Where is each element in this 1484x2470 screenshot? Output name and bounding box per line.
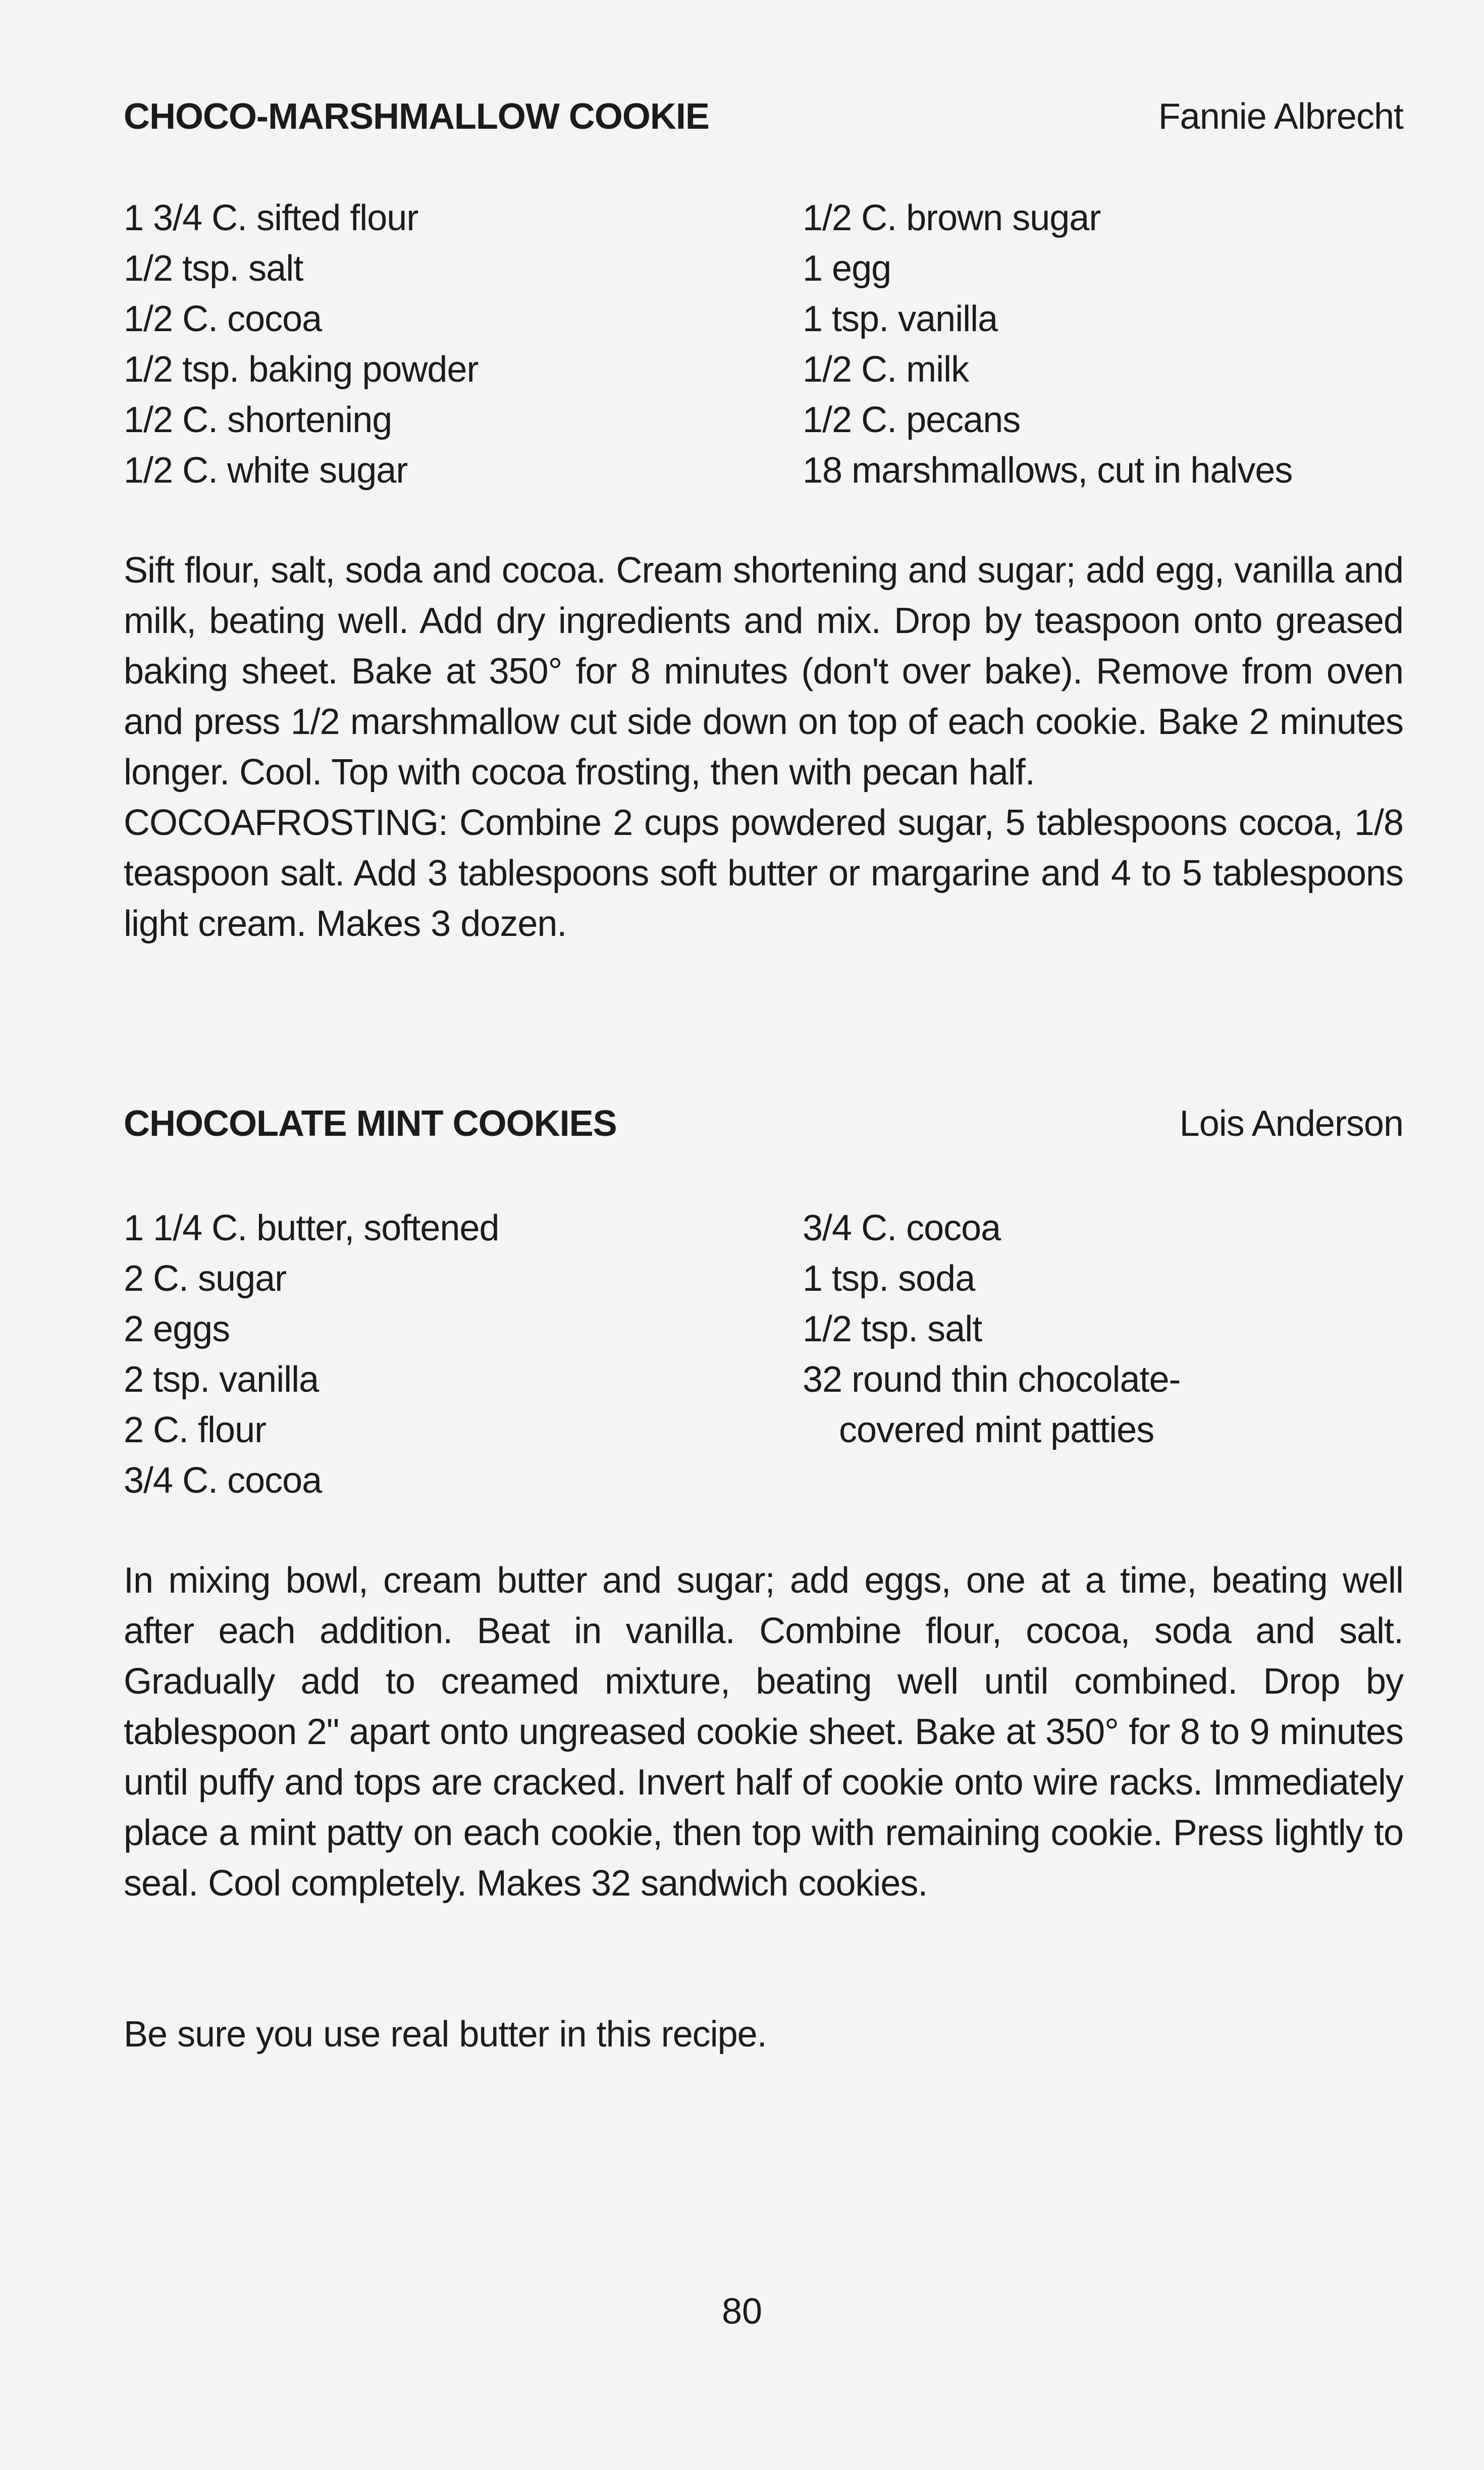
ingredient-item: 1/2 C. brown sugar	[803, 198, 1101, 238]
cookbook-page	[124, 96, 1403, 2055]
ingredient-item: 1 egg	[803, 248, 891, 289]
recipe-author: Lois Anderson	[1179, 1103, 1403, 1144]
ingredient-item: 2 eggs	[124, 1309, 230, 1349]
recipe-choco-marshmallow-cookie	[124, 96, 1403, 949]
ingredient-item: 1 tsp. vanilla	[803, 299, 998, 339]
ingredient-column-left	[124, 1203, 803, 1506]
ingredient-item: 32 round thin chocolate-	[803, 1359, 1181, 1400]
ingredient-item: 1/2 C. white sugar	[124, 450, 408, 491]
recipe-title: CHOCO-MARSHMALLOW COOKIE	[124, 96, 709, 137]
directions-paragraph: In mixing bowl, cream butter and sugar; add eggs, one at a time, beating well after each addition. Beat in vanilla. Combine flour, cocoa, soda and salt. Gradually add to creamed mixture, beating well until combined. Drop by tablespoon 2" apart onto ungreased cookie sheet. Bake at 350° for 8 to 9 minutes until puffy and tops are cracked. Invert half of cookie onto wire racks. Immediately place a mint patty on each cookie, then top with remaining cookie. Press lightly to seal. Cool completely. Makes 32 sandwich cookies.	[124, 1560, 1403, 1904]
page-number: 80	[721, 2291, 763, 2332]
ingredient-item: 1 3/4 C. sifted flour	[124, 198, 418, 238]
directions-paragraph: Sift flour, salt, soda and cocoa. Cream shortening and sugar; add egg, vanilla and milk, beating well. Add dry ingredients and mix. Drop by teaspoon onto greased baking sheet. Bake at 350° for 8 minutes (don't over bake). Remove from oven and press 1/2 marshmallow cut side down on top of each cookie. Bake 2 minutes longer. Cool. Top with cocoa frosting, then with pecan half.	[124, 550, 1403, 793]
ingredient-item: 2 C. sugar	[124, 1258, 287, 1299]
ingredient-item: covered mint patties	[839, 1410, 1154, 1450]
recipe-header	[124, 1103, 1403, 1148]
ingredient-item: 1/2 tsp. salt	[124, 248, 303, 289]
ingredient-item: 3/4 C. cocoa	[124, 1460, 322, 1501]
ingredient-list	[124, 193, 1403, 496]
ingredient-item: 1/2 C. pecans	[803, 400, 1021, 440]
ingredient-item: 1 tsp. soda	[803, 1258, 975, 1299]
ingredient-item: 1/2 C. shortening	[124, 400, 392, 440]
recipe-chocolate-mint-cookies	[124, 1103, 1403, 1909]
recipe-directions	[124, 545, 1403, 949]
ingredient-item: 1/2 C. milk	[803, 349, 969, 390]
ingredient-item: 1/2 tsp. salt	[803, 1309, 982, 1349]
recipe-title: CHOCOLATE MINT COOKIES	[124, 1103, 617, 1144]
ingredient-item: 18 marshmallows, cut in halves	[803, 450, 1293, 491]
ingredient-item: 2 C. flour	[124, 1410, 267, 1450]
ingredient-column-right	[803, 193, 1403, 496]
ingredient-item: 1/2 C. cocoa	[124, 299, 322, 339]
ingredient-column-right	[803, 1203, 1403, 1506]
recipe-note	[124, 2009, 1403, 2060]
ingredient-item: 3/4 C. cocoa	[803, 1208, 1001, 1248]
ingredient-list	[124, 1203, 1403, 1506]
ingredient-column-left	[124, 193, 803, 496]
note-text: Be sure you use real butter in this recipe.	[124, 2014, 767, 2055]
frosting-paragraph: COCOAFROSTING: Combine 2 cups powdered sugar, 5 tablespoons cocoa, 1/8 teaspoon salt. Add 3 tablespoons soft butter or margarine and 4 to 5 tablespoons light cream. Makes 3 dozen.	[124, 803, 1403, 944]
ingredient-item: 2 tsp. vanilla	[124, 1359, 319, 1400]
ingredient-item: 1 1/4 C. butter, softened	[124, 1208, 499, 1248]
recipe-header	[124, 96, 1403, 141]
recipe-directions	[124, 1555, 1403, 1909]
recipe-author: Fannie Albrecht	[1158, 96, 1403, 137]
ingredient-item: 1/2 tsp. baking powder	[124, 349, 479, 390]
